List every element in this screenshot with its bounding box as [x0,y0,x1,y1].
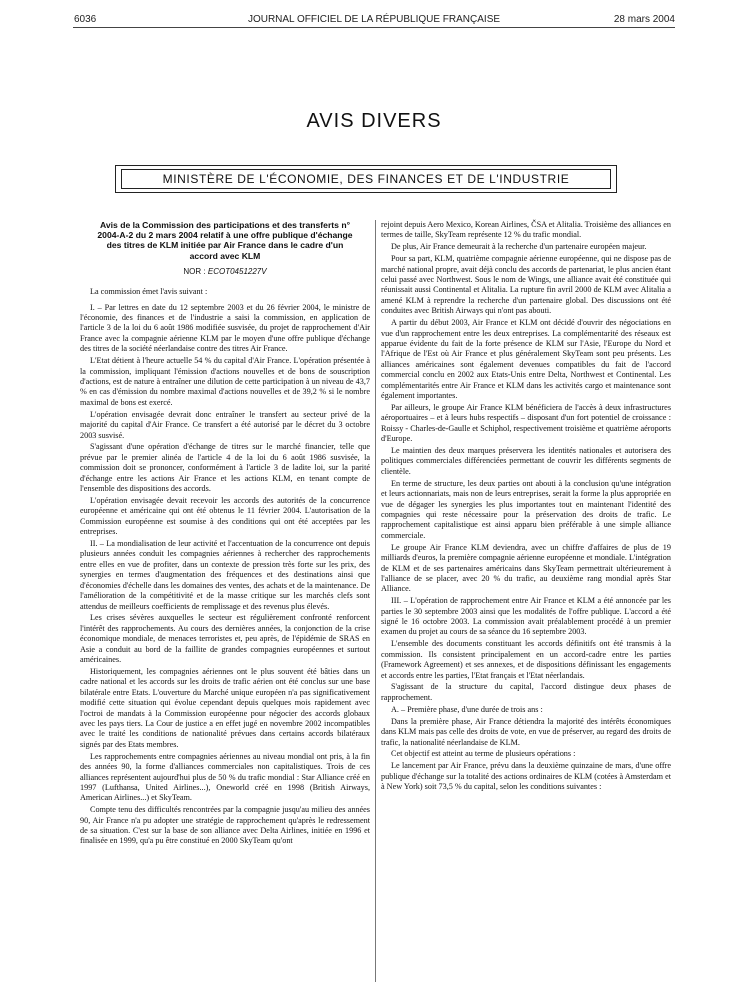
nor-label: NOR : [183,266,206,276]
ministry-box [115,165,617,193]
paragraph: S'agissant de la structure du capital, l'accord distingue deux phases de rapprochement. [381,682,671,702]
paragraph: I. – Par lettres en date du 12 septembre 2003 et du 26 février 2004, le ministre de l'économie, des finances et de l'industrie a saisi la commission, en application de l'article 3 de la loi du 6 août 1986 modifiée susvisée, du projet de rapprochement d'Air France avec la compagnie aérienne KLM par le moyen d'une offre publique d'échange des titres de la société néerlandaise contre des titres Air France. [80,302,370,354]
journal-title: JOURNAL OFFICIEL DE LA RÉPUBLIQUE FRANÇAISE [247,14,501,25]
paragraph: Pour sa part, KLM, quatrième compagnie aérienne européenne, qui ne dispose pas de marché national propre, avait déjà conclu des accords de partenariat, le plus ancien étant celui passé avec Northwest. Sous le nom de Wings, une alliance avait été constituée qui réunissait aussi Continental et Alitalia. La rupture fin avril 2000 de KLM avec Alitalia a amené KLM à reprendre la recherche d'un partenaire global. Des discussions ont été conduites avec British Airways qui n'ont pas abouti. [381,254,671,316]
paragraph: En terme de structure, les deux parties ont abouti à la conclusion qu'une intégration et leurs actionnariats, mais non de leurs entreprises, serait la forme la plus appropriée en vue de dégager les synergies les plus importantes tout en maintenant l'identité des compagnies qui reste nécessaire pour la préservation des droits de trafic. Le rapprochement capitalistique est ainsi apparu bien préférable à une simple alliance commerciale. [381,478,671,540]
page-number: 6036 [74,14,97,25]
paragraph: L'opération envisagée devait recevoir les accords des autorités de la concurrence européenne et américaine qui ont été obtenus le 11 février 2004. L'autorisation de la Commission européenne est soumise à des conditions qui ont été acceptées par les entreprises. [80,495,370,537]
paragraph: Le lancement par Air France, prévu dans la deuxième quinzaine de mars, d'une offre publique d'échange sur la totalité des actions ordinaires de KLM (cotées à Amsterdam et à New York) soit 73,5 % du capital, selon les conditions suivantes : [381,761,671,792]
paragraph: Le maintien des deux marques préservera les identités nationales et autorisera des politiques commerciales différenciées permettant de couvrir les différents segments de clientèle. [381,446,671,476]
paragraph: Compte tenu des difficultés rencontrées par la compagnie jusqu'au milieu des années 90, Air France n'a pu adopter une stratégie de rapprochement qu'après le redressement de sa situation. C'est sur la base de son alliance avec Delta Airlines, initiée en 1996 et finalisée en 1999, qu'a pu être constitué en 2000 SkyTeam qu'ont [80,805,370,846]
paragraph: rejoint depuis Aero Mexico, Korean Airlines, ČSA et Alitalia. Troisième des alliances en termes de taille, SkyTeam représente 12 % du trafic mondial. [381,220,671,240]
paragraph: II. – La mondialisation de leur activité et l'accentuation de la concurrence ont depuis plusieurs années conduit les compagnies aériennes à rechercher des rapprochements entre elles en vue de profiter, dans un contexte de pression très forte sur les prix, des synergies en termes d'augmentation des fréquences et des destinations ainsi que d'économies d'échelle dans les domaines des ventes, des achats et de la maintenance. De l'amélioration de la compétitivité et de la masse critique sur les marchés clefs sont attendus de meilleurs coefficients de remplissage et des revenus plus élevés. [80,539,370,611]
avis-intro: La commission émet l'avis suivant : [90,287,208,297]
paragraph: Cet objectif est atteint au terme de plusieurs opérations : [391,749,576,759]
paragraph: L'ensemble des documents constituant les accords définitifs ont été transmis à la commission. Ils consistent principalement en un accord-cadre entre les parties (Framework Agreement) et ses annexes, et de dispositions définissant les engagements et accords entre les parties, l'Etat français et l'Etat néerlandais. [381,639,671,680]
paragraph: L'Etat détient à l'heure actuelle 54 % du capital d'Air France. L'opération présentée à la commission, impliquant l'émission d'actions nouvelles et de bons de souscription d'actions, est de nature à entraîner une dilution de cette participation à un niveau de 43,7 % en cas d'émission du nombre maximal d'actions nouvelles et de 39,2 % si le nombre maximal de bons est exercé. [80,356,370,407]
paragraph: Les rapprochements entre compagnies aériennes au niveau mondial ont pris, à la fin des années 90, la forme d'alliances commerciales non capitalistiques. Trois de ces alliances représentent aujourd'hui plus de 50 % du trafic mondial : Star Alliance créé en 1997 (Lufthansa, United Airlines...), Oneworld créé en 1998 (British Airways, American Airlines...) et SkyTeam. [80,751,370,803]
column-divider [375,220,376,982]
paragraph: A partir du début 2003, Air France et KLM ont décidé d'ouvrir des négociations en vue d'un rapprochement entre les deux entreprises. La complémentarité des réseaux est apparue évidente du fait de la forte présence de KLM sur l'Asie, l'Europe du Nord et l'Afrique de l'Est où Air France et plus généralement SkyTeam sont peu présents. Les alliances américaines sont également devenues compatibles du fait de l'accord commercial conclu en 2002 aux Etats-Unis entre Delta, Northwest et Continental. Les complémentarités entre Air France et KLM dans les activités cargo et maintenance sont également importantes. [381,318,671,400]
paragraph: Les crises sévères auxquelles le secteur est régulièrement confronté renforcent l'intérêt des rapprochements. Au cours des dernières années, la conjonction de la crise économique mondiale, de menaces terroristes et, peu après, de l'épidémie de SRAS en Asie a conduit au bord de la faillite de grandes compagnies européennes et surtout américaines. [80,613,370,665]
avis-title: Avis de la Commission des participations et des transferts n° 2004-A-2 du 2 mars 2004 relatif à une offre publique d'échange des titres de KLM initiée par Air France dans le cadre d'un accord avec KLM [97,220,353,261]
paragraph: L'opération envisagée devrait donc entraîner le transfert au secteur privé de la majorité du capital d'Air France. Ce transfert a été autorisé par le décret du 3 octobre 2003 susvisé. [80,409,370,440]
paragraph: Historiquement, les compagnies aériennes ont le plus souvent été bâties dans un cadre national et les accords sur les droits de trafic aérien ont été conclus sur une base bilatérale entre Etats. L'ouverture du Marché unique européen n'a pas significativement modifié cette situation qui évolue cependant depuis quelques mois rapidement avec l'octroi de mandats à la Commission européenne pour négocier des accords globaux avec les pays tiers. La Cour de justice a en effet jugé en novembre 2002 incompatibles avec le traité les conditions de nationalité prévues dans certains accords bilatéraux signés par des Etats membres. [80,666,370,749]
right-column [381,220,671,794]
paragraph: Par ailleurs, le groupe Air France KLM bénéficiera de l'accès à deux infrastructures aéroportuaires – et à leurs hubs respectifs – disposant d'un fort potentiel de croissance : Roissy - Charles-de-Gaulle et Schiphol, respectivement troisième et quatrième aéroports d'Europe. [381,402,671,444]
paragraph: Le groupe Air France KLM deviendra, avec un chiffre d'affaires de plus de 19 milliards d'euros, la première compagnie aérienne européenne et mondiale. L'intégration de KLM et de ses partenaires américains dans SkyTeam permettrait ultérieurement à l'alliance de se placer, avec 20 % du trafic, au deuxième rang mondial après Star Alliance. [381,542,671,594]
section-title: AVIS DIVERS [306,110,442,132]
nor-code: ECOT0451227V [207,266,267,276]
nor-reference [80,267,370,277]
paragraph: S'agissant d'une opération d'échange de titres sur le marché financier, telle que prévue par le premier alinéa de l'article 4 de la loi du 6 août 1986 susvisée, la commission doit se prononcer, conformément à l'article 3 de ladite loi, sur la parité d'échange entre les actions Air France et les actions KLM, en tenant compte de l'ensemble des dispositions des accords. [80,442,370,494]
left-column [80,220,370,848]
paragraph: Dans la première phase, Air France détiendra la majorité des intérêts économiques dans KLM mais pas celle des droits de vote, en vue de préserver, au regard des droits de trafic, la nationalité néerlandaise de KLM. [381,716,671,747]
paragraph: De plus, Air France demeurait à la recherche d'un partenaire européen majeur. [391,242,647,252]
subheading: A. – Première phase, d'une durée de trois ans : [391,704,543,714]
header-rule [73,27,675,28]
paragraph: III. – L'opération de rapprochement entre Air France et KLM a été annoncée par les parties le 30 septembre 2003 ainsi que les modalités de l'offre publique. L'accord a été signé le 16 octobre 2003. La commission avait préalablement procédé à un premier examen du projet au cours de sa séance du 16 septembre 2003. [381,596,671,637]
ministry-title: MINISTÈRE DE L'ÉCONOMIE, DES FINANCES ET DE L'INDUSTRIE [121,169,611,189]
issue-date: 28 mars 2004 [613,14,675,25]
